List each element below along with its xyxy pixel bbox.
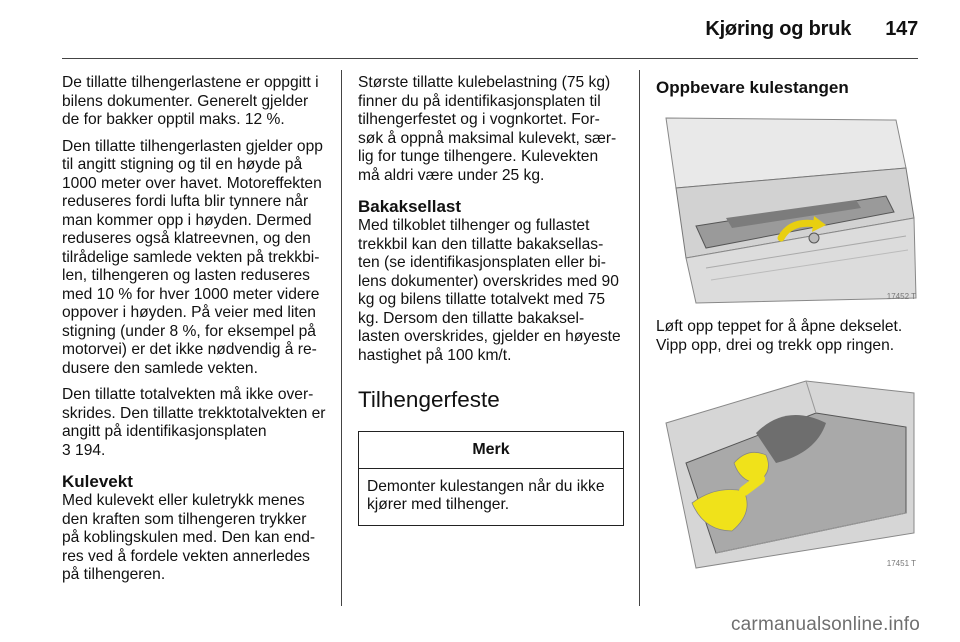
figure-caption: Løft opp teppet for å åpne dekselet. Vipp opp, drei og trekk opp ringen.	[656, 318, 903, 354]
column-divider-1	[341, 70, 342, 606]
figure-trunk-floor	[656, 108, 918, 308]
note-body: Demonter kulestangen når du ikke kjører med tilhenger.	[367, 477, 605, 513]
column-1	[62, 74, 326, 593]
heading-kulevekt: Kulevekt	[62, 472, 133, 491]
header-rule	[62, 58, 918, 59]
watermark: carmanualsonline.info	[730, 614, 920, 635]
paragraph: De tillatte tilhengerlastene er oppgitt i bilens dokumenter. Generelt gjelder de for bakker opptil maks. 12 %.	[62, 74, 319, 128]
paragraph: Største tillatte kulebelastning (75 kg) finner du på identifikasjonsplaten til tilhengerfestet og i vognkortet. For-søk å oppnå maksimal kulevekt, sær-lig for tunge tilhengere. Kulevekten må aldri være under 25 kg.	[358, 74, 617, 184]
section-title-tilhengerfeste: Tilhengerfeste	[358, 387, 500, 412]
note-title: Merk	[359, 432, 623, 469]
stored-towbar-illustration	[656, 363, 918, 575]
page-header	[705, 18, 918, 41]
figure-stored-towbar	[656, 363, 918, 575]
column-divider-2	[639, 70, 640, 606]
figure-number: 17452 T	[886, 291, 916, 301]
column-2	[358, 74, 624, 526]
paragraph: Den tillatte tilhengerlasten gjelder opp til angitt stigning og til en høyde på 1000 meter over havet. Motoreffekten reduseres fordi lufta blir tynnere når man kommer opp i høyden. Dermed reduseres også klatreevnen, og den tilrådelige samlede vekten på trekkbi-len, tilhengeren og lasten reduseres med 10 % for hver 1000 meter videre oppover i høyden. På veier med liten stigning (under 8 %, for eksempel på motorvei) er det ikke nødvendig å re-dusere den samlede vekten.	[62, 137, 323, 377]
heading-bakaksellast: Bakaksellast	[358, 197, 462, 216]
figure-number: 17451 T	[886, 558, 916, 568]
page-ref-link[interactable]: 194.	[75, 441, 106, 459]
trunk-floor-illustration	[656, 108, 918, 308]
page-number: 147	[885, 18, 918, 40]
paragraph: Med kulevekt eller kuletrykk menes den kraften som tilhengeren trykker på koblingskulen med. Den kan end-res ved å fordele vekten annerledes på tilhengeren.	[62, 492, 316, 583]
paragraph: Med tilkoblet tilhenger og fullastet trekkbil kan den tillatte bakaksellas-ten (se identifikasjonsplaten eller bi-lens dokumenter) overskrides med 90 kg og bilens tillatte totalvekt med 75 kg. Dersom den tillatte bakaksel-lasten overskrides, gjelder en høyeste hastighet på 100 km/t.	[358, 217, 621, 364]
ref-arrow-icon: 3	[62, 441, 71, 459]
paragraph	[62, 386, 326, 460]
chapter-title: Kjøring og bruk	[705, 18, 852, 40]
column-3	[656, 74, 918, 585]
paragraph-text: Den tillatte totalvekten må ikke over-skrides. Den tillatte trekktotalvekten er angitt på identifikasjonsplaten	[62, 386, 326, 440]
heading-oppbevare: Oppbevare kulestangen	[656, 78, 849, 97]
note-box	[358, 431, 624, 526]
